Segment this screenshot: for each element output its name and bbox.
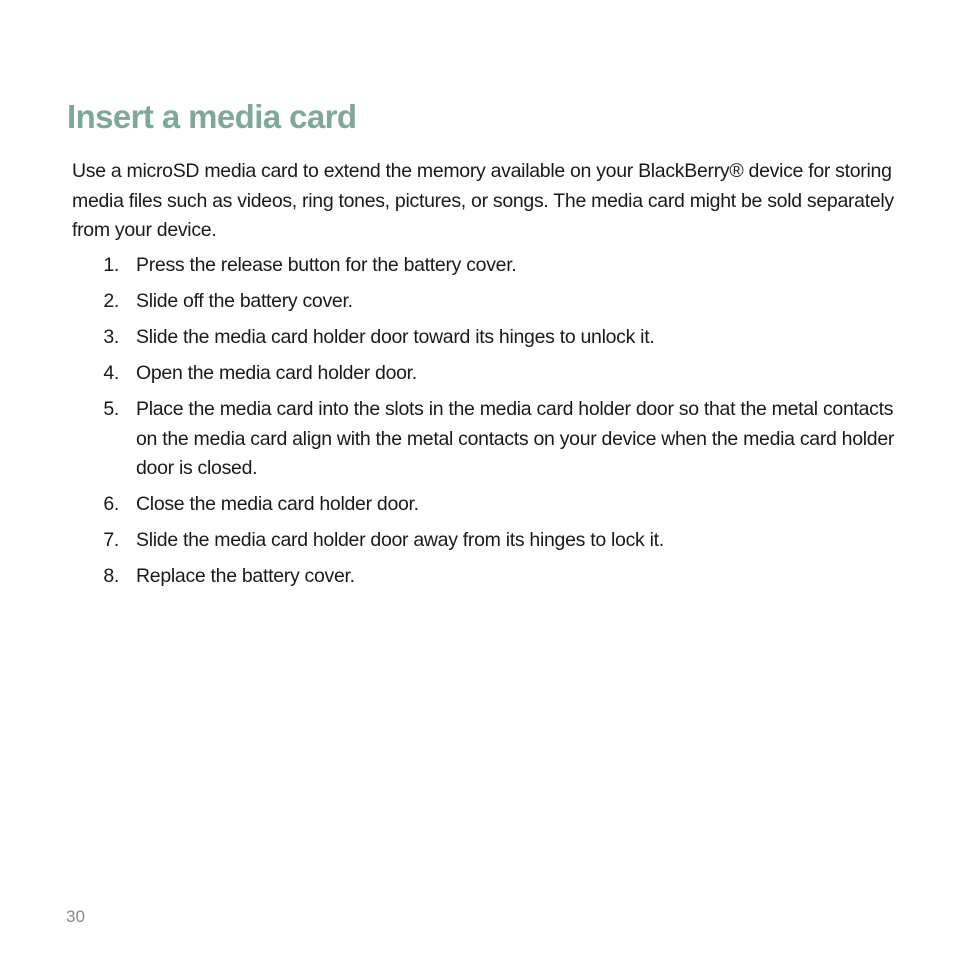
step-text: Replace the battery cover. [136,565,355,587]
step-number: 6. [103,493,119,515]
step-item [72,526,902,556]
step-text: Open the media card holder door. [136,362,417,384]
step-number: 4. [103,362,119,384]
step-item [72,359,902,389]
step-text: Slide the media card holder door toward its hinges to unlock it. [136,326,655,348]
step-text: Close the media card holder door. [136,493,419,515]
step-text: Place the media card into the slots in the media card holder door so that the metal contacts on the media card align with the metal contacts on your device when the media card holder door is closed. [136,398,895,479]
step-number: 5. [103,398,119,420]
step-text: Press the release button for the battery cover. [136,254,517,276]
step-item [72,395,902,484]
step-item [72,287,902,317]
step-text: Slide off the battery cover. [136,290,353,312]
step-item [72,251,902,281]
step-number: 1. [103,254,119,276]
step-item [72,562,902,592]
step-number: 8. [103,565,119,587]
step-number: 7. [103,529,119,551]
page-number: 30 [66,907,85,926]
page-title: Insert a media card [67,98,357,135]
step-number: 3. [103,326,119,348]
intro-paragraph: Use a microSD media card to extend the memory available on your BlackBerry® device for storing media files such as videos, ring tones, pictures, or songs. The media card might be sold separately from your device. [72,160,894,241]
step-item [72,323,902,353]
step-item [72,490,902,520]
steps-list [72,251,902,598]
step-number: 2. [103,290,119,312]
step-text: Slide the media card holder door away from its hinges to lock it. [136,529,664,551]
